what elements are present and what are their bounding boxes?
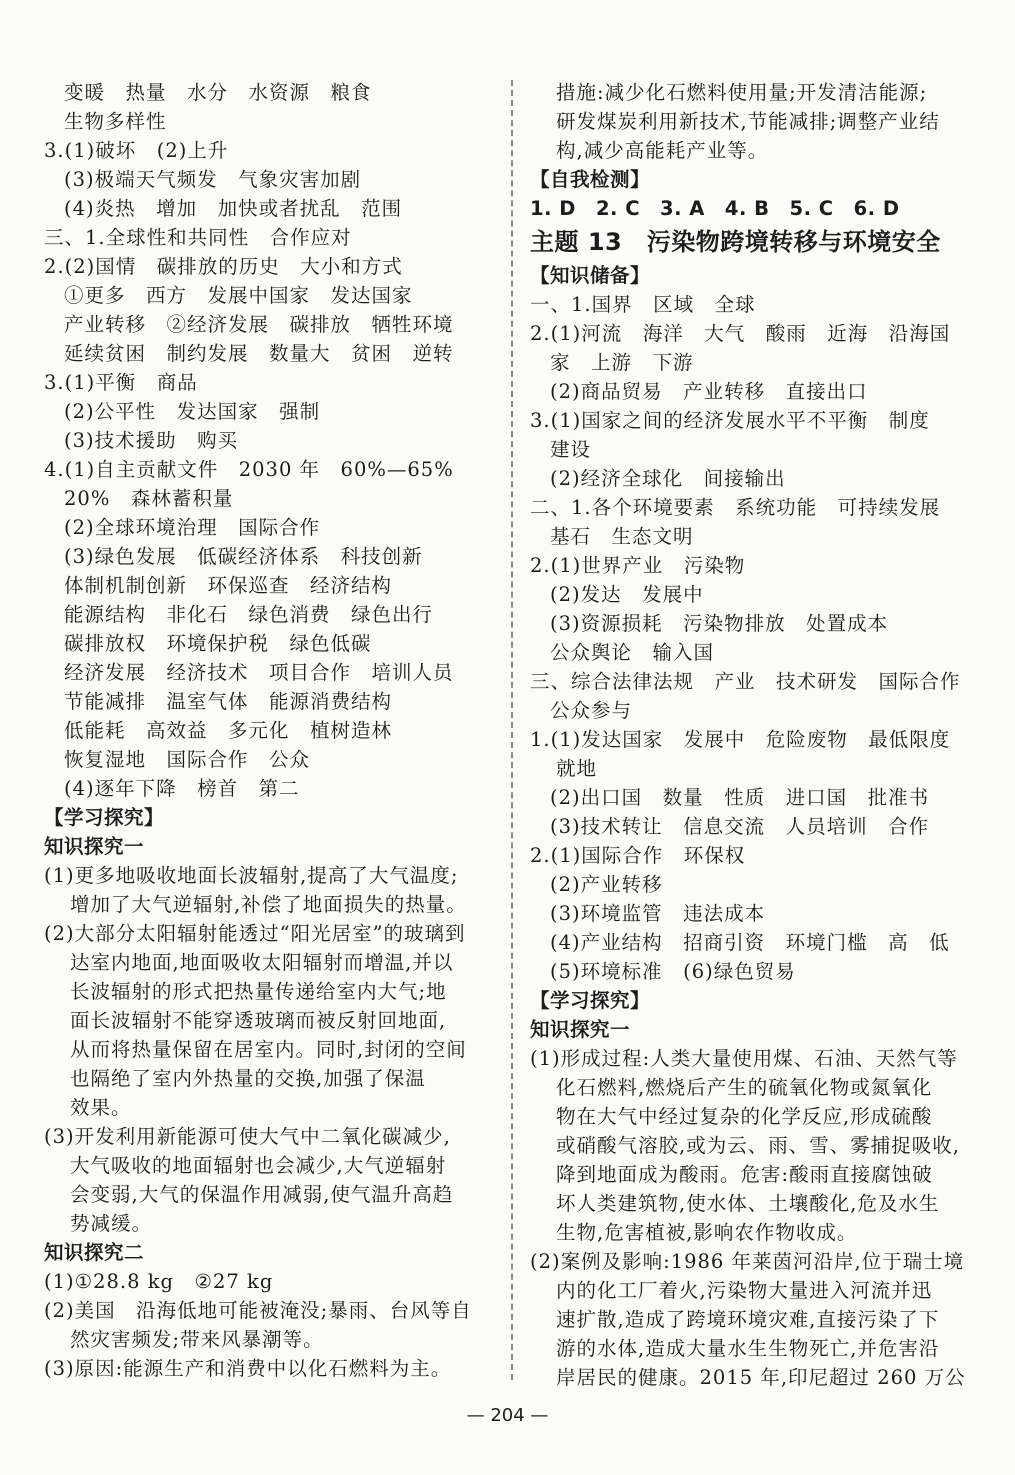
text-line: (2)大部分太阳辐射能透过“阳光居室”的玻璃到 bbox=[44, 922, 466, 945]
text-line: 化石燃料,燃烧后产生的硫氧化物或氮氧化 bbox=[556, 1076, 933, 1099]
column-divider bbox=[511, 80, 513, 1380]
section-heading: 【学习探究】 bbox=[530, 989, 651, 1012]
text-line: 会变弱,大气的保温作用减弱,使气温升高趋 bbox=[70, 1183, 454, 1206]
text-line: 内的化工厂着火,污染物大量进入河流并迅 bbox=[556, 1279, 933, 1302]
text-line: ①更多 西方 发展中国家 发达国家 bbox=[64, 284, 413, 307]
text-line: 恢复湿地 国际合作 公众 bbox=[64, 748, 311, 771]
text-line: 碳排放权 环境保护税 绿色低碳 bbox=[64, 632, 372, 655]
text-line: 2.(1)国际合作 环保权 bbox=[530, 844, 746, 867]
text-line: (1)形成过程:人类大量使用煤、石油、天然气等 bbox=[530, 1047, 958, 1070]
text-line: 研发煤炭利用新技术,节能减排;调整产业结 bbox=[556, 110, 940, 133]
text-line: 从而将热量保留在居室内。同时,封闭的空间 bbox=[70, 1038, 467, 1061]
text-line: 公众舆论 输入国 bbox=[550, 641, 715, 664]
section-heading: 知识探究一 bbox=[530, 1018, 631, 1041]
text-line: 3.(1)破坏 (2)上升 bbox=[44, 139, 229, 162]
text-line: 产业转移 ②经济发展 碳排放 牺牲环境 bbox=[64, 313, 454, 336]
section-title: 主题 13 污染物跨境转移与环境安全 bbox=[530, 228, 941, 256]
text-line: 三、综合法律法规 产业 技术研发 国际合作 bbox=[530, 670, 961, 693]
text-line: (5)环境标准 (6)绿色贸易 bbox=[550, 960, 796, 983]
text-line: (2)案例及影响:1986 年莱茵河沿岸,位于瑞士境 bbox=[530, 1250, 965, 1273]
text-line: 物在大气中经过复杂的化学反应,形成硫酸 bbox=[556, 1105, 933, 1128]
text-line: 一、1.国界 区域 全球 bbox=[530, 293, 756, 316]
text-line: 延续贫困 制约发展 数量大 贫困 逆转 bbox=[64, 342, 454, 365]
text-line: 二、1.各个环境要素 系统功能 可持续发展 bbox=[530, 496, 941, 519]
text-line: (2)发达 发展中 bbox=[550, 583, 704, 606]
text-line: 三、1.全球性和共同性 合作应对 bbox=[44, 226, 352, 249]
text-line: (3)开发利用新能源可使大气中二氧化碳减少, bbox=[44, 1125, 451, 1148]
section-heading: 【学习探究】 bbox=[44, 806, 165, 829]
text-line: 面长波辐射不能穿透玻璃而被反射回地面, bbox=[70, 1009, 447, 1032]
text-line: 基石 生态文明 bbox=[550, 525, 694, 548]
text-line: 大气吸收的地面辐射也会减少,大气逆辐射 bbox=[70, 1154, 447, 1177]
text-line: 20% 森林蓄积量 bbox=[64, 487, 234, 510]
section-heading: 知识探究二 bbox=[44, 1241, 145, 1264]
text-line: 能源结构 非化石 绿色消费 绿色出行 bbox=[64, 603, 434, 626]
text-line: (2)产业转移 bbox=[550, 873, 663, 896]
text-line: (3)环境监管 违法成本 bbox=[550, 902, 766, 925]
text-line: (2)商品贸易 产业转移 直接出口 bbox=[550, 380, 868, 403]
text-line: 1.(1)发达国家 发展中 危险废物 最低限度 bbox=[530, 728, 951, 751]
text-line: 达室内地面,地面吸收太阳辐射而增温,并以 bbox=[70, 951, 454, 974]
text-line: (1)①28.8 kg ②27 kg bbox=[44, 1270, 274, 1293]
text-line: 低能耗 高效益 多元化 植树造林 bbox=[64, 719, 393, 742]
text-line: 增加了大气逆辐射,补偿了地面损失的热量。 bbox=[70, 893, 467, 916]
text-line: 节能减排 温室气体 能源消费结构 bbox=[64, 690, 393, 713]
text-line: 变暖 热量 水分 水资源 粮食 bbox=[64, 81, 372, 104]
text-line: 岸居民的健康。2015 年,印尼超过 260 万公 bbox=[556, 1366, 966, 1389]
text-line: 游的水体,造成大量水生生物死亡,并危害沿 bbox=[556, 1337, 940, 1360]
text-line: (1)更多地吸收地面长波辐射,提高了大气温度; bbox=[44, 864, 459, 887]
text-line: 2.(1)世界产业 污染物 bbox=[530, 554, 746, 577]
text-line: (2)全球环境治理 国际合作 bbox=[64, 516, 321, 539]
text-line: 也隔绝了室内外热量的交换,加强了保温 bbox=[70, 1067, 426, 1090]
text-line: 然灾害频发;带来风暴潮等。 bbox=[70, 1328, 324, 1351]
text-line: 2.(1)河流 海洋 大气 酸雨 近海 沿海国 bbox=[530, 322, 951, 345]
text-line: (2)公平性 发达国家 强制 bbox=[64, 400, 321, 423]
text-line: (2)出口国 数量 性质 进口国 批准书 bbox=[550, 786, 930, 809]
text-line: 速扩散,造成了跨境环境灾难,直接污染了下 bbox=[556, 1308, 940, 1331]
text-line: (2)美国 沿海低地可能被淹没;暴雨、台风等自 bbox=[44, 1299, 472, 1322]
text-line: (3)原因:能源生产和消费中以化石燃料为主。 bbox=[44, 1357, 452, 1380]
section-heading: 1. D 2. C 3. A 4. B 5. C 6. D bbox=[530, 197, 900, 220]
text-line: 就地 bbox=[556, 757, 598, 780]
text-line: 3.(1)国家之间的经济发展水平不平衡 制度 bbox=[530, 409, 930, 432]
text-line: 降到地面成为酸雨。危害:酸雨直接腐蚀破 bbox=[556, 1163, 933, 1186]
text-line: (4)产业结构 招商引资 环境门槛 高 低 bbox=[550, 931, 950, 954]
text-line: 经济发展 经济技术 项目合作 培训人员 bbox=[64, 661, 454, 684]
text-line: 2.(2)国情 碳排放的历史 大小和方式 bbox=[44, 255, 403, 278]
text-line: 4.(1)自主贡献文件 2030 年 60%—65% bbox=[44, 458, 454, 481]
text-line: 坏人类建筑物,使水体、土壤酸化,危及水生 bbox=[556, 1192, 940, 1215]
text-line: 体制机制创新 环保巡查 经济结构 bbox=[64, 574, 393, 597]
text-line: (4)逐年下降 榜首 第二 bbox=[64, 777, 300, 800]
text-line: 效果。 bbox=[70, 1096, 132, 1119]
text-line: (3)绿色发展 低碳经济体系 科技创新 bbox=[64, 545, 423, 568]
text-line: 3.(1)平衡 商品 bbox=[44, 371, 198, 394]
text-line: (3)极端天气频发 气象灾害加剧 bbox=[64, 168, 362, 191]
section-heading: 【知识储备】 bbox=[530, 264, 651, 287]
text-line: (3)技术转让 信息交流 人员培训 合作 bbox=[550, 815, 930, 838]
section-heading: 知识探究一 bbox=[44, 835, 145, 858]
section-heading: 【自我检测】 bbox=[530, 168, 651, 191]
text-line: 措施:减少化石燃料使用量;开发清洁能源; bbox=[556, 81, 928, 104]
text-line: (3)技术援助 购买 bbox=[64, 429, 239, 452]
text-line: 生物多样性 bbox=[64, 110, 167, 133]
text-line: 生物,危害植被,影响农作物收成。 bbox=[556, 1221, 858, 1244]
text-line: (2)经济全球化 间接输出 bbox=[550, 467, 786, 490]
text-line: 构,减少高能耗产业等。 bbox=[556, 139, 769, 162]
text-line: 或硝酸气溶胶,或为云、雨、雪、雾捕捉吸收, bbox=[556, 1134, 960, 1157]
text-line: 建设 bbox=[550, 438, 592, 461]
text-line: (4)炎热 增加 加快或者扰乱 范围 bbox=[64, 197, 403, 220]
text-line: 公众参与 bbox=[550, 699, 633, 722]
text-line: 势减缓。 bbox=[70, 1212, 153, 1235]
text-line: (3)资源损耗 污染物排放 处置成本 bbox=[550, 612, 889, 635]
page-number: — 204 — bbox=[466, 1405, 549, 1426]
text-line: 长波辐射的形式把热量传递给室内大气;地 bbox=[70, 980, 447, 1003]
text-line: 家 上游 下游 bbox=[550, 351, 694, 374]
